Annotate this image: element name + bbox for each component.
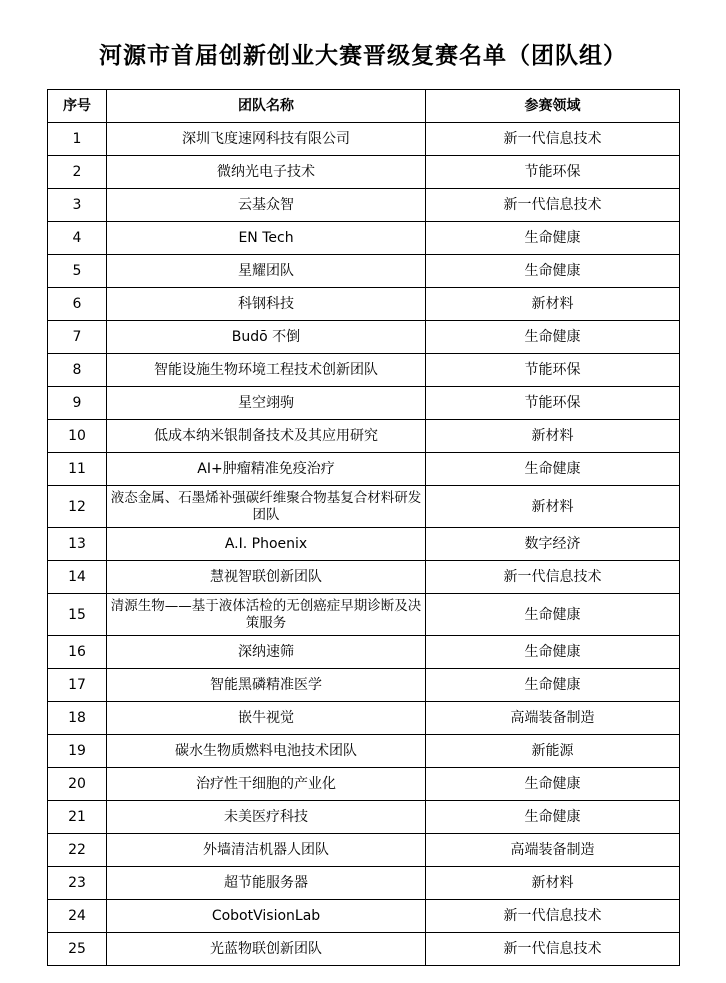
cell-no: 14 [48, 561, 107, 594]
cell-no: 16 [48, 636, 107, 669]
results-table [47, 89, 680, 966]
cell-no: 21 [48, 801, 107, 834]
page-title: 河源市首届创新创业大赛晋级复赛名单（团队组） [99, 43, 627, 69]
header-no: 序号 [48, 90, 107, 123]
cell-no: 5 [48, 255, 107, 288]
cell-team-name: 治疗性干细胞的产业化 [107, 768, 426, 801]
table-row [48, 867, 680, 900]
cell-no: 24 [48, 900, 107, 933]
table-row [48, 123, 680, 156]
cell-field: 新一代信息技术 [426, 561, 680, 594]
cell-no: 13 [48, 528, 107, 561]
cell-team-name: EN Tech [107, 222, 426, 255]
table-row [48, 900, 680, 933]
cell-field: 新一代信息技术 [426, 189, 680, 222]
cell-team-name: 低成本纳米银制备技术及其应用研究 [107, 420, 426, 453]
table-row [48, 528, 680, 561]
cell-field: 新材料 [426, 288, 680, 321]
cell-team-name: 微纳光电子技术 [107, 156, 426, 189]
table-row [48, 933, 680, 966]
cell-no: 8 [48, 354, 107, 387]
cell-field: 生命健康 [426, 222, 680, 255]
cell-team-name: 超节能服务器 [107, 867, 426, 900]
cell-no: 15 [48, 594, 107, 636]
table-row [48, 222, 680, 255]
table-row [48, 801, 680, 834]
table-row [48, 420, 680, 453]
header-field: 参赛领域 [426, 90, 680, 123]
cell-no: 6 [48, 288, 107, 321]
header-team-name: 团队名称 [107, 90, 426, 123]
table-row [48, 453, 680, 486]
cell-team-name: 智能设施生物环境工程技术创新团队 [107, 354, 426, 387]
table-row [48, 387, 680, 420]
cell-field: 高端装备制造 [426, 834, 680, 867]
table-row [48, 636, 680, 669]
cell-no: 10 [48, 420, 107, 453]
cell-field: 生命健康 [426, 636, 680, 669]
table-row [48, 288, 680, 321]
cell-field: 生命健康 [426, 321, 680, 354]
table-row [48, 189, 680, 222]
cell-no: 20 [48, 768, 107, 801]
cell-field: 新能源 [426, 735, 680, 768]
cell-no: 17 [48, 669, 107, 702]
table-row [48, 594, 680, 636]
table-row [48, 321, 680, 354]
cell-no: 7 [48, 321, 107, 354]
cell-team-name: 深纳速筛 [107, 636, 426, 669]
cell-team-name: 科钢科技 [107, 288, 426, 321]
table-row [48, 486, 680, 528]
cell-team-name: 慧视智联创新团队 [107, 561, 426, 594]
cell-no: 9 [48, 387, 107, 420]
cell-no: 12 [48, 486, 107, 528]
cell-field: 生命健康 [426, 453, 680, 486]
cell-field: 新材料 [426, 867, 680, 900]
cell-team-name: 清源生物——基于液体活检的无创癌症早期诊断及决策服务 [107, 594, 426, 636]
cell-field: 生命健康 [426, 255, 680, 288]
cell-team-name: AI+肿瘤精准免疫治疗 [107, 453, 426, 486]
cell-team-name: 星空翊驹 [107, 387, 426, 420]
cell-field: 生命健康 [426, 594, 680, 636]
cell-team-name: 深圳飞度速网科技有限公司 [107, 123, 426, 156]
cell-team-name: 液态金属、石墨烯补强碳纤维聚合物基复合材料研发团队 [107, 486, 426, 528]
cell-team-name: A.I. Phoenix [107, 528, 426, 561]
table-row [48, 561, 680, 594]
cell-field: 新一代信息技术 [426, 900, 680, 933]
cell-no: 1 [48, 123, 107, 156]
cell-field: 生命健康 [426, 669, 680, 702]
table-row [48, 354, 680, 387]
cell-no: 11 [48, 453, 107, 486]
cell-field: 数字经济 [426, 528, 680, 561]
cell-field: 新材料 [426, 486, 680, 528]
table-row [48, 255, 680, 288]
cell-field: 生命健康 [426, 768, 680, 801]
table-header-row [48, 90, 680, 123]
table-row [48, 735, 680, 768]
cell-no: 23 [48, 867, 107, 900]
cell-field: 新材料 [426, 420, 680, 453]
cell-team-name: 云基众智 [107, 189, 426, 222]
table-row [48, 669, 680, 702]
cell-team-name: 光蓝物联创新团队 [107, 933, 426, 966]
cell-team-name: 外墙清洁机器人团队 [107, 834, 426, 867]
cell-team-name: 未美医疗科技 [107, 801, 426, 834]
cell-field: 生命健康 [426, 801, 680, 834]
cell-no: 18 [48, 702, 107, 735]
table-row [48, 834, 680, 867]
table-row [48, 156, 680, 189]
cell-field: 节能环保 [426, 387, 680, 420]
cell-no: 25 [48, 933, 107, 966]
cell-team-name: 星耀团队 [107, 255, 426, 288]
cell-team-name: Budō 不倒 [107, 321, 426, 354]
cell-field: 节能环保 [426, 354, 680, 387]
table-row [48, 768, 680, 801]
cell-team-name: 碳水生物质燃料电池技术团队 [107, 735, 426, 768]
cell-team-name: 智能黑磷精准医学 [107, 669, 426, 702]
cell-no: 3 [48, 189, 107, 222]
cell-team-name: CobotVisionLab [107, 900, 426, 933]
cell-no: 22 [48, 834, 107, 867]
cell-field: 新一代信息技术 [426, 123, 680, 156]
cell-field: 高端装备制造 [426, 702, 680, 735]
table-row [48, 702, 680, 735]
cell-no: 19 [48, 735, 107, 768]
cell-no: 4 [48, 222, 107, 255]
cell-no: 2 [48, 156, 107, 189]
cell-field: 新一代信息技术 [426, 933, 680, 966]
cell-field: 节能环保 [426, 156, 680, 189]
cell-team-name: 嵌牛视觉 [107, 702, 426, 735]
